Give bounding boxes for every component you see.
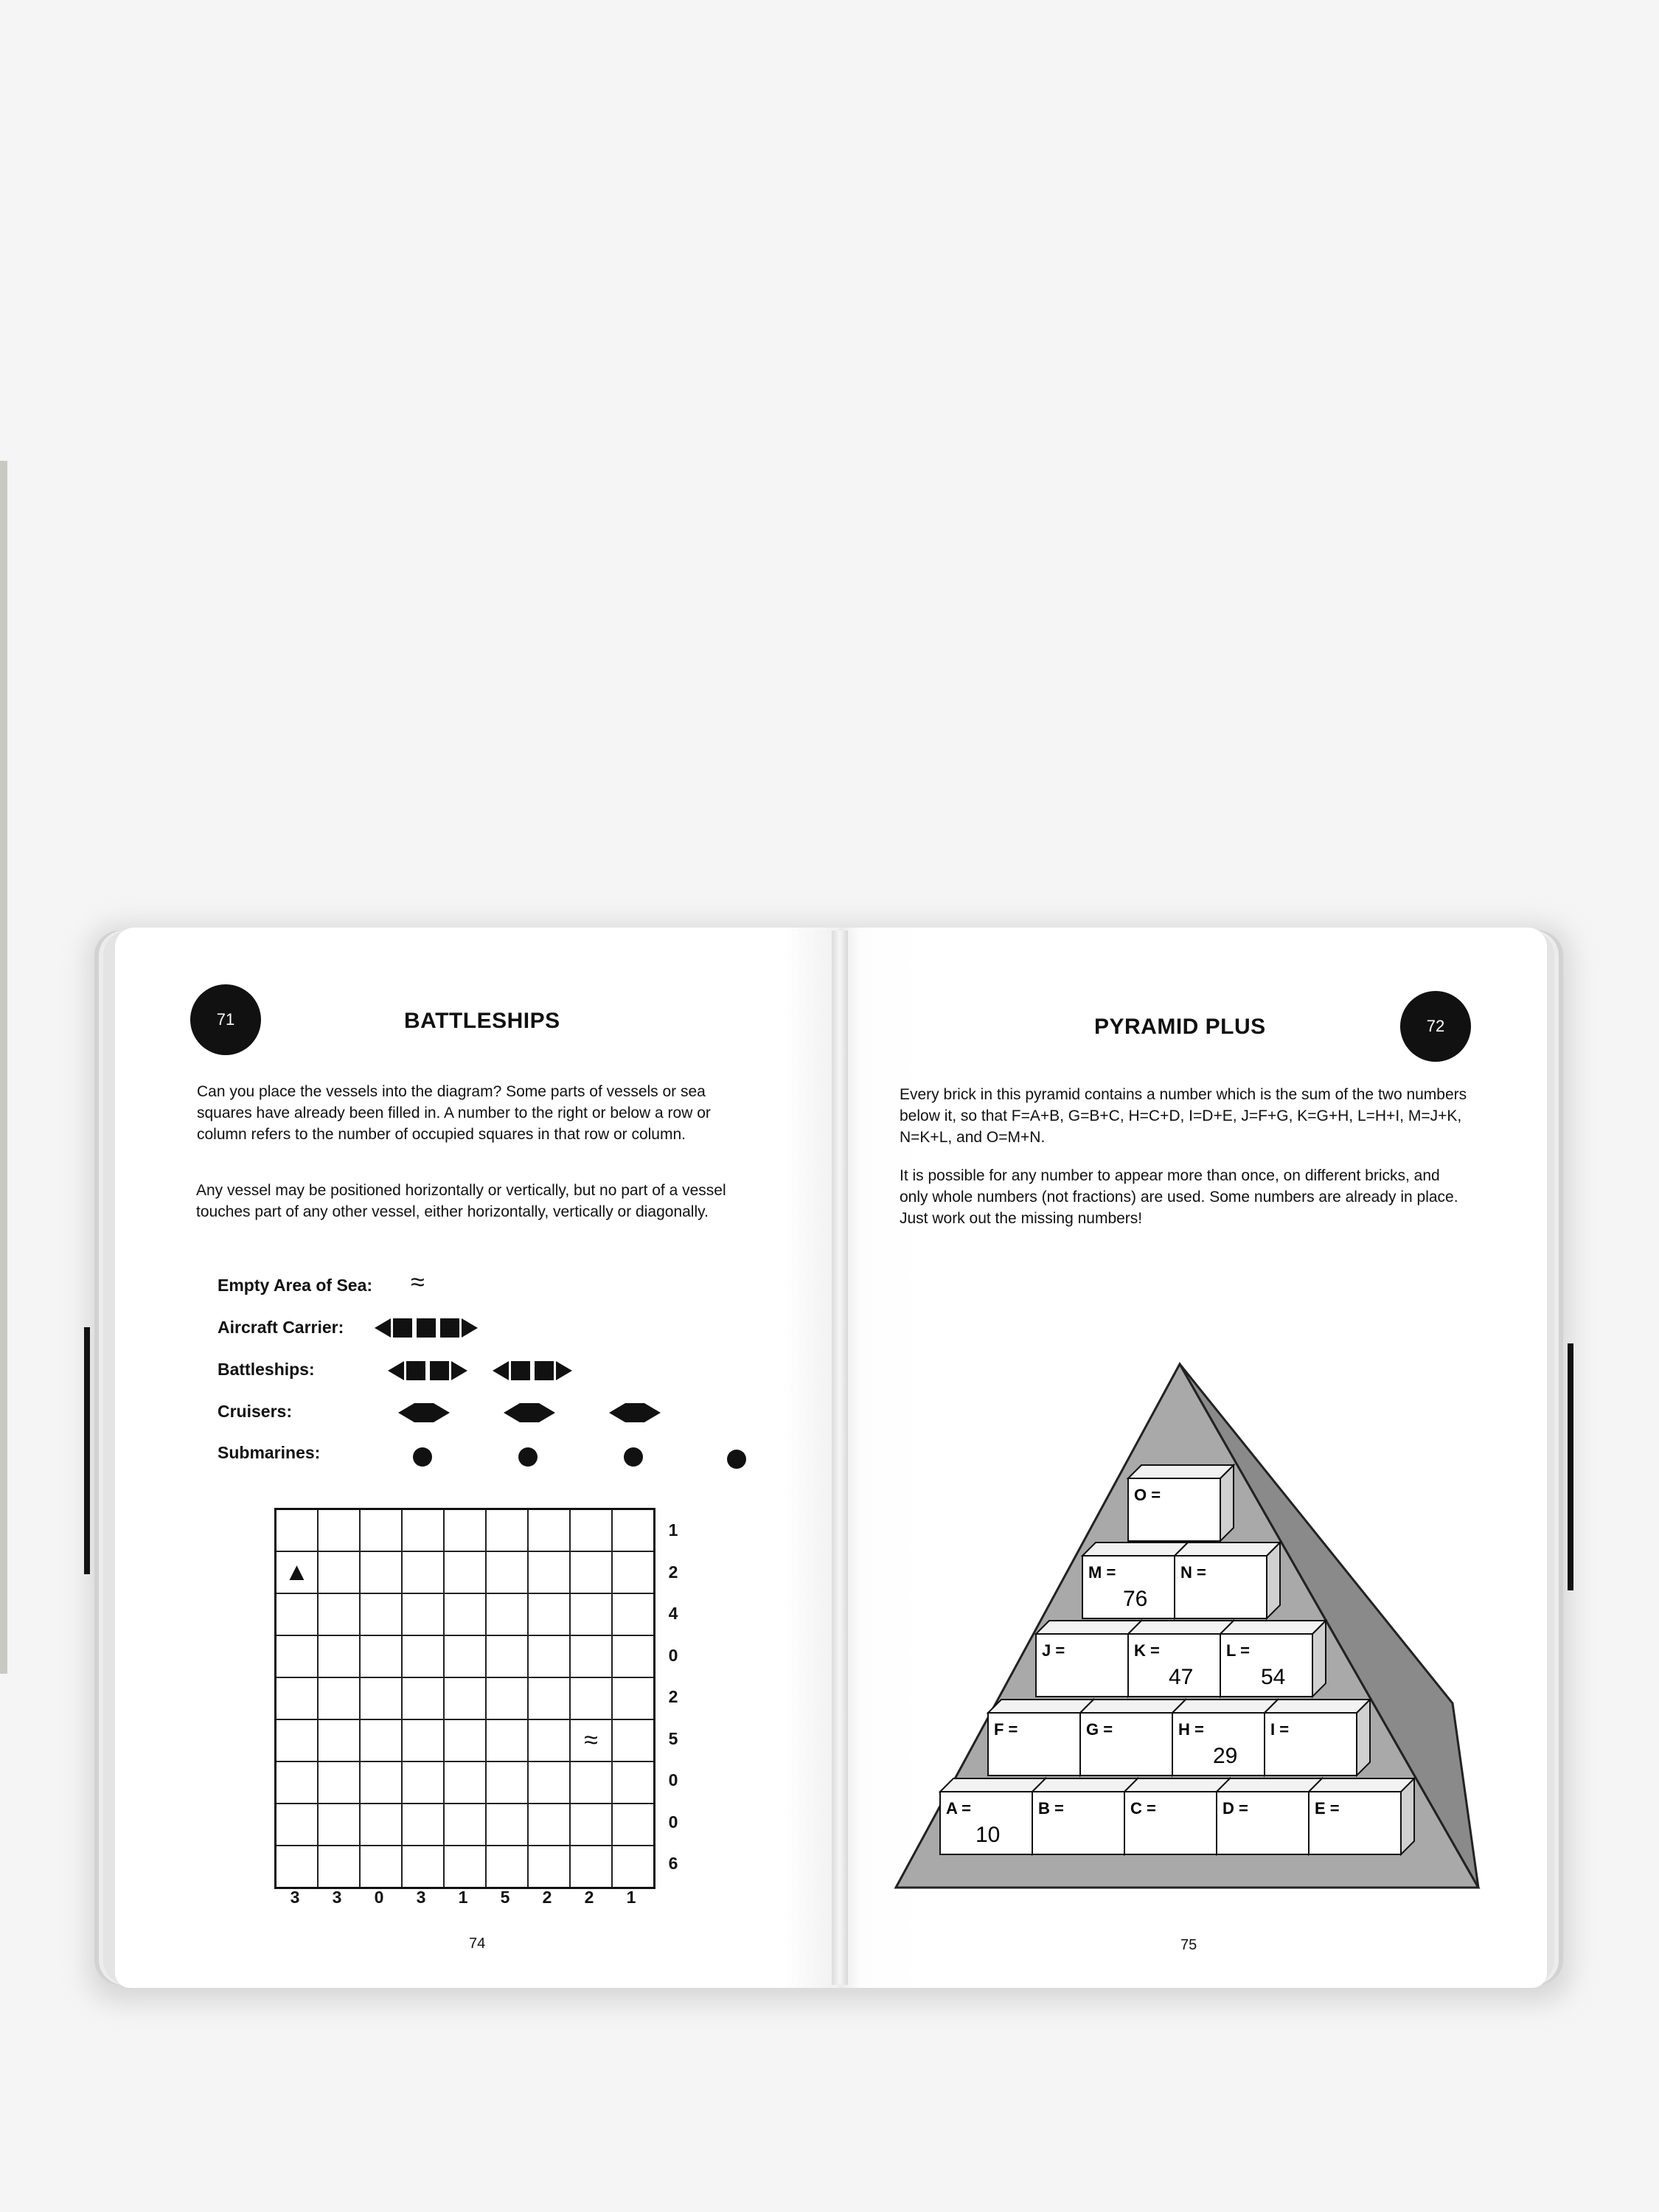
grid-cell[interactable]: [570, 1509, 612, 1552]
grid-row: [276, 1846, 655, 1888]
number-pyramid: [885, 1357, 1504, 1895]
background-strip: [0, 461, 7, 1674]
brick-label: J =: [1042, 1641, 1065, 1660]
column-clue: 2: [542, 1888, 552, 1907]
battleships-instructions: Can you place the vessels into the diagram? Some parts of vessels or sea squares have already been filled in. A number to the right or below a row or column refers to the number of occupied squares in that row or column.: [197, 1083, 711, 1143]
row-clue: 0: [668, 1770, 678, 1790]
page-number-right: 75: [1180, 1937, 1197, 1953]
cruiser-icon: [398, 1403, 450, 1422]
pyramid-rules: It is possible for any number to appear more than once, on different bricks, and only whole numbers (not fractions) are used. Some numbers are already in place. Just work out the missing numbers!: [900, 1167, 1458, 1227]
sea-icon: ≈: [411, 1268, 425, 1296]
given-ship-end-icon[interactable]: ▲: [276, 1551, 319, 1593]
column-clue: 1: [626, 1888, 636, 1907]
grid-cell[interactable]: [444, 1804, 486, 1846]
grid-cell[interactable]: [486, 1509, 528, 1552]
grid-cell[interactable]: [318, 1635, 360, 1677]
grid-cell[interactable]: [318, 1593, 360, 1635]
grid-cell[interactable]: [612, 1551, 655, 1593]
pyramid-brick[interactable]: [1265, 1700, 1370, 1775]
grid-cell[interactable]: [612, 1719, 655, 1761]
pyramid-brick[interactable]: [988, 1700, 1093, 1775]
grid-cell[interactable]: [276, 1509, 319, 1552]
submarine-icon: [624, 1447, 643, 1467]
grid-cell[interactable]: [528, 1677, 570, 1719]
grid-cell[interactable]: [444, 1677, 486, 1719]
grid-cell[interactable]: [402, 1846, 444, 1888]
legend-cruisers: Cruisers:: [218, 1402, 292, 1421]
grid-cell[interactable]: [570, 1677, 612, 1719]
row-clue: 0: [668, 1645, 678, 1665]
grid-cell[interactable]: [360, 1593, 402, 1635]
grid-cell[interactable]: [360, 1804, 402, 1846]
grid-row: [276, 1719, 655, 1761]
grid-cell[interactable]: [402, 1551, 444, 1593]
pyramid-brick[interactable]: [1128, 1465, 1234, 1541]
column-clue: 2: [584, 1888, 594, 1907]
grid-cell[interactable]: [570, 1846, 612, 1888]
brick-label: G =: [1086, 1720, 1113, 1739]
grid-cell[interactable]: [402, 1719, 444, 1761]
row-clue: 0: [668, 1812, 678, 1832]
brick-label: H =: [1178, 1720, 1204, 1739]
column-clue: 5: [500, 1888, 510, 1907]
battleships-rules: Any vessel may be positioned horizontally or vertically, but no part of a vessel touches part of any other vessel, either horizontally, vertically or diagonally.: [196, 1182, 726, 1220]
legend-empty-sea: Empty Area of Sea:: [218, 1276, 373, 1295]
submarine-icon: [727, 1450, 746, 1469]
grid-cell[interactable]: [402, 1509, 444, 1552]
ribbon-left: [84, 1327, 90, 1574]
grid-cell[interactable]: [276, 1761, 319, 1804]
grid-cell[interactable]: [612, 1593, 655, 1635]
puzzle-number-badge-right: 72: [1400, 991, 1471, 1062]
grid-cell[interactable]: [486, 1761, 528, 1804]
brick-value: 10: [975, 1823, 1001, 1847]
brick-label: I =: [1270, 1720, 1290, 1739]
pyramid-brick[interactable]: [1032, 1778, 1138, 1854]
grid-cell[interactable]: [318, 1551, 360, 1593]
grid-cell[interactable]: [612, 1635, 655, 1677]
row-clue: 2: [668, 1687, 678, 1706]
grid-cell[interactable]: [276, 1635, 319, 1677]
pyramid-plus-title: PYRAMID PLUS: [1094, 1015, 1266, 1039]
column-clue: 3: [332, 1888, 342, 1907]
brick-label: A =: [946, 1799, 972, 1818]
legend-aircraft-carrier: Aircraft Carrier:: [218, 1318, 344, 1337]
grid-cell[interactable]: [318, 1509, 360, 1552]
pyramid-brick[interactable]: [1036, 1621, 1141, 1697]
brick-label: O =: [1134, 1486, 1161, 1504]
submarine-icon: [413, 1447, 432, 1467]
cruiser-icon: [609, 1403, 661, 1422]
grid-cell[interactable]: [318, 1846, 360, 1888]
pyramid-brick[interactable]: [1217, 1778, 1322, 1854]
brick-label: M =: [1088, 1563, 1116, 1582]
pyramid-brick[interactable]: [940, 1778, 1046, 1854]
grid-cell[interactable]: [360, 1761, 402, 1804]
grid-cell[interactable]: [570, 1804, 612, 1846]
grid-cell[interactable]: [528, 1635, 570, 1677]
grid-cell[interactable]: [612, 1509, 655, 1552]
brick-value: 54: [1261, 1665, 1286, 1689]
grid-cell[interactable]: [528, 1509, 570, 1552]
grid-cell[interactable]: [486, 1719, 528, 1761]
grid-cell[interactable]: [570, 1593, 612, 1635]
grid-cell[interactable]: [486, 1551, 528, 1593]
pyramid-brick[interactable]: [1128, 1621, 1234, 1697]
grid-cell[interactable]: [444, 1846, 486, 1888]
grid-cell[interactable]: [612, 1804, 655, 1846]
grid-cell[interactable]: [612, 1846, 655, 1888]
pyramid-brick[interactable]: [1172, 1700, 1278, 1775]
pyramid-brick[interactable]: [1080, 1700, 1186, 1775]
grid-cell[interactable]: [486, 1593, 528, 1635]
grid-row: [276, 1761, 655, 1804]
ribbon-right: [1568, 1343, 1573, 1590]
brick-label: C =: [1130, 1799, 1156, 1818]
grid-cell[interactable]: [486, 1677, 528, 1719]
grid-row: [276, 1677, 655, 1719]
submarine-icon: [518, 1447, 538, 1467]
grid-cell[interactable]: [360, 1635, 402, 1677]
row-clue: 5: [668, 1728, 678, 1748]
legend-submarines: Submarines:: [218, 1443, 321, 1462]
battleship-icon: [388, 1361, 467, 1380]
grid-cell[interactable]: [444, 1635, 486, 1677]
pyramid-instructions: Every brick in this pyramid contains a number which is the sum of the two numbers below it, so that F=A+B, G=B+C, H=C+D, I=D+E, J=F+G, K=G+H, L=H+I, M=J+K, N=K+L, and O=M+N.: [900, 1086, 1467, 1146]
grid-cell[interactable]: [528, 1804, 570, 1846]
grid-cell[interactable]: [276, 1593, 319, 1635]
grid-cell[interactable]: [612, 1761, 655, 1804]
grid-cell[interactable]: [276, 1719, 319, 1761]
cruiser-icon: [504, 1403, 555, 1422]
grid-cell[interactable]: [570, 1551, 612, 1593]
book-gutter: [832, 931, 848, 1985]
grid-cell[interactable]: [570, 1635, 612, 1677]
brick-label: F =: [994, 1720, 1018, 1739]
brick-label: N =: [1180, 1563, 1206, 1582]
grid-cell[interactable]: [486, 1804, 528, 1846]
brick-value: 47: [1169, 1665, 1194, 1689]
grid-row: [276, 1509, 655, 1552]
grid-cell[interactable]: [444, 1551, 486, 1593]
grid-cell[interactable]: [402, 1677, 444, 1719]
battleships-grid: [274, 1508, 655, 1889]
grid-cell[interactable]: [360, 1677, 402, 1719]
battleships-title: BATTLESHIPS: [404, 1009, 560, 1033]
column-clue: 3: [416, 1888, 426, 1907]
pyramid-brick[interactable]: [1124, 1778, 1230, 1854]
pyramid-brick[interactable]: [1175, 1543, 1280, 1618]
grid-row: [276, 1593, 655, 1635]
brick-label: K =: [1134, 1641, 1160, 1660]
grid-cell[interactable]: [570, 1761, 612, 1804]
brick-value: 76: [1123, 1587, 1148, 1611]
given-sea-icon[interactable]: ≈: [570, 1719, 612, 1761]
brick-value: 29: [1213, 1744, 1238, 1768]
grid-cell[interactable]: [444, 1593, 486, 1635]
puzzle-number-badge-left: 71: [190, 984, 261, 1055]
grid-cell[interactable]: [486, 1635, 528, 1677]
row-clue: 4: [668, 1604, 678, 1623]
grid-cell[interactable]: [360, 1719, 402, 1761]
grid-cell[interactable]: [486, 1846, 528, 1888]
column-clue: 0: [374, 1888, 384, 1907]
grid-cell[interactable]: [360, 1846, 402, 1888]
grid-cell[interactable]: [318, 1804, 360, 1846]
grid-cell[interactable]: [612, 1677, 655, 1719]
row-clue: 2: [668, 1562, 678, 1582]
battleship-icon: [493, 1361, 572, 1380]
grid-cell[interactable]: [444, 1509, 486, 1552]
grid-cell[interactable]: [360, 1551, 402, 1593]
grid-cell[interactable]: [528, 1761, 570, 1804]
brick-label: E =: [1315, 1799, 1340, 1818]
grid-cell[interactable]: [276, 1804, 319, 1846]
row-clue: 6: [668, 1854, 678, 1873]
brick-label: L =: [1226, 1641, 1251, 1660]
grid-row: [276, 1804, 655, 1846]
brick-label: D =: [1222, 1799, 1248, 1818]
grid-cell[interactable]: [276, 1677, 319, 1719]
grid-cell[interactable]: [528, 1593, 570, 1635]
pyramid-brick[interactable]: [1220, 1621, 1326, 1697]
grid-row: [276, 1635, 655, 1677]
pyramid-brick[interactable]: [1309, 1778, 1414, 1854]
grid-cell[interactable]: [528, 1551, 570, 1593]
grid-cell[interactable]: [528, 1719, 570, 1761]
grid-cell[interactable]: [402, 1635, 444, 1677]
grid-cell[interactable]: [402, 1593, 444, 1635]
grid-cell[interactable]: [528, 1846, 570, 1888]
row-clue: 1: [668, 1520, 678, 1540]
brick-label: B =: [1038, 1799, 1064, 1818]
aircraft-carrier-icon: [375, 1318, 478, 1338]
grid-cell[interactable]: [276, 1846, 319, 1888]
grid-cell[interactable]: [318, 1761, 360, 1804]
pyramid-brick[interactable]: [1082, 1543, 1188, 1618]
grid-row: [276, 1551, 655, 1593]
grid-cell[interactable]: [318, 1677, 360, 1719]
grid-cell[interactable]: [402, 1761, 444, 1804]
page-number-left: 74: [469, 1935, 486, 1952]
grid-cell[interactable]: [444, 1719, 486, 1761]
column-clue: 3: [290, 1888, 300, 1907]
column-clue: 1: [458, 1888, 468, 1907]
grid-cell[interactable]: [318, 1719, 360, 1761]
legend-battleships: Battleships:: [218, 1360, 315, 1379]
grid-cell[interactable]: [360, 1509, 402, 1552]
grid-cell[interactable]: [402, 1804, 444, 1846]
grid-cell[interactable]: [444, 1761, 486, 1804]
